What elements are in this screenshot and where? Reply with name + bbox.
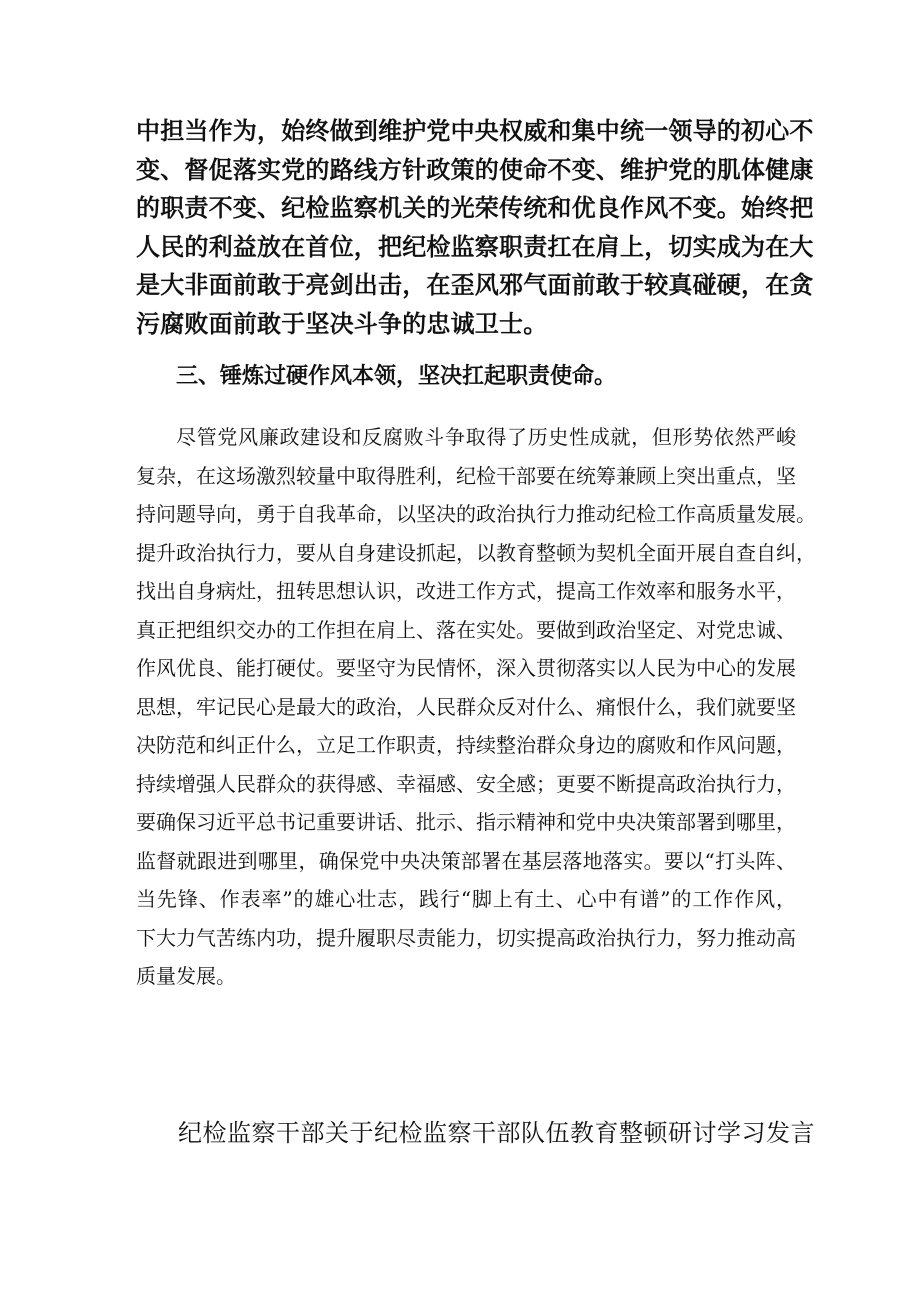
body-paragraph-line: 当先锋、作表率”的雄心壮志，践行“脚上有土、心中有谱”的工作作风，	[136, 887, 796, 911]
body-paragraph	[136, 418, 816, 996]
bold-paragraph	[136, 112, 814, 343]
next-document-title: 纪检监察干部关于纪检监察干部队伍教育整顿研讨学习发言	[178, 1119, 815, 1147]
bold-paragraph-line: 的职责不变、纪检监察机关的光荣传统和优良作风不变。始终把	[136, 194, 814, 222]
body-paragraph-line: 决防范和纠正什么，立足工作职责，持续整治群众身边的腐败和作风问题，	[136, 733, 796, 757]
body-paragraph-line: 真正把组织交办的工作担在肩上、落在实处。要做到政治坚定、对党忠诚、	[136, 617, 796, 642]
body-paragraph-line: 提升政治执行力，要从自身建设抓起，以教育整顿为契机全面开展自查自纠，	[136, 540, 816, 565]
body-paragraph-line: 思想，牢记民心是最大的政治，人民群众反对什么、痛恨什么，我们就要坚	[136, 694, 796, 719]
body-paragraph-line: 监督就跟进到哪里，确保党中央决策部署在基层落地落实。要以“打头阵、	[136, 848, 796, 873]
body-paragraph-line: 尽管党风廉政建设和反腐败斗争取得了历史性成就，但形势依然严峻	[176, 425, 796, 449]
body-paragraph-line: 下大力气苦练内功，提升履职尽责能力，切实提高政治执行力，努力推动高	[136, 925, 796, 950]
bold-paragraph-line: 是大非面前敢于亮剑出击，在歪风邪气面前敢于较真碰硬，在贪	[136, 271, 814, 299]
body-paragraph-line: 复杂，在这场激烈较量中取得胜利，纪检干部要在统筹兼顾上突出重点，坚	[136, 463, 796, 488]
bold-paragraph-line: 中担当作为，始终做到维护党中央权威和集中统一领导的初心不	[136, 117, 814, 145]
bold-paragraph-line: 人民的利益放在首位，把纪检监察职责扛在肩上，切实成为在大	[136, 232, 814, 261]
body-paragraph-line: 持续增强人民群众的获得感、幸福感、安全感；更要不断提高政治执行力，	[136, 771, 796, 796]
body-paragraph-line: 持问题导向，勇于自我革命，以坚决的政治执行力推动纪检工作高质量发展。	[136, 502, 816, 526]
body-paragraph-line: 质量发展。	[136, 964, 236, 988]
body-paragraph-line: 作风优良、能打硬仗。要坚守为民情怀，深入贯彻落实以人民为中心的发展	[136, 656, 796, 680]
bold-paragraph-line: 污腐败面前敢于坚决斗争的忠诚卫士。	[136, 309, 548, 338]
section-heading: 三、锤炼过硬作风本领，坚决扛起职责使命。	[176, 364, 617, 389]
body-paragraph-line: 找出自身病灶，扭转思想认识，改进工作方式，提高工作效率和服务水平，	[136, 579, 796, 603]
body-paragraph-line: 要确保习近平总书记重要讲话、批示、指示精神和党中央决策部署到哪里，	[136, 810, 796, 834]
bold-paragraph-line: 变、督促落实党的路线方针政策的使命不变、维护党的肌体健康	[136, 155, 814, 184]
